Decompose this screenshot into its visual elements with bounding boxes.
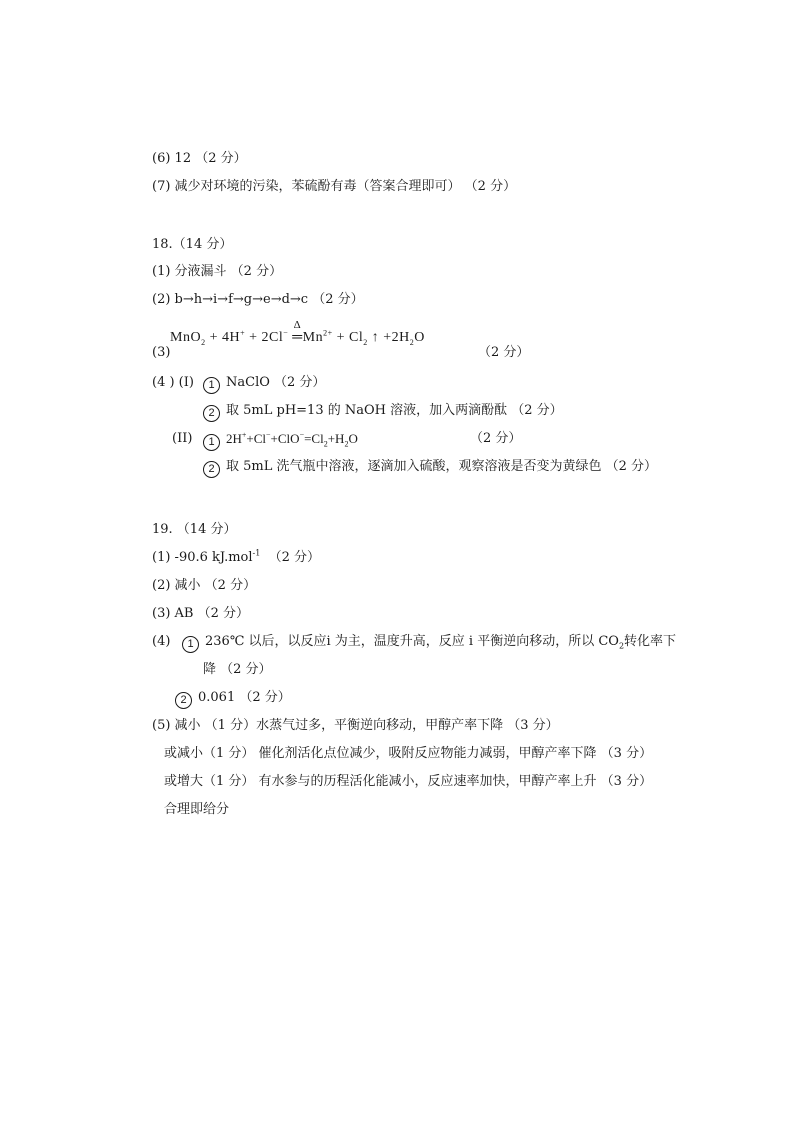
circled-one-icon: 1 <box>203 377 220 394</box>
circled-one-icon: 1 <box>203 434 220 451</box>
question-19-header: 19. （14 分） <box>152 522 237 537</box>
circled-two-icon: 2 <box>203 405 220 422</box>
answer-19-5-c: 或增大（1 分） 有水参与的历程活化能减小，反应速率加快，甲醇产率上升 （3 分） <box>164 774 653 789</box>
answer-17-7: (7) 减少对环境的污染，苯硫酚有毒（答案合理即可） （2 分） <box>152 179 517 194</box>
circled-two-icon: 2 <box>175 692 192 709</box>
answer-18-4-I-label: (4 ) (I) <box>152 375 194 390</box>
answer-18-4-I-2: 2 取 5mL pH=13 的 NaOH 溶液，加入两滴酚酞 （2 分） <box>203 402 563 422</box>
answer-18-2: (2) b→h→i→f→g→e→d→c （2 分） <box>152 292 364 307</box>
answer-19-4-label: (4) <box>152 634 171 649</box>
answer-18-1: (1) 分液漏斗 （2 分） <box>152 264 283 279</box>
answer-18-4-II-1: 1 $2H^++Cl^-+ClO^-=Cl_2+H_2O$ <box>203 430 358 451</box>
answer-17-6: (6) 12 （2 分） <box>152 151 247 166</box>
answer-18-3-label: (3) <box>152 345 171 360</box>
answer-19-4-1: 1 236℃ 以后，以反应i 为主，温度升高，反应 i 平衡逆向移动，所以 $CO_2$转化率下 <box>182 633 676 653</box>
equation-18-3: MnO$_2$ + 4H+ + 2Cl− Δ $═Mn^{2+} + Cl_2$ ↑ $+2H_2O$ <box>170 319 425 347</box>
circled-two-icon: 2 <box>203 461 220 478</box>
question-18-header: 18.（14 分） <box>152 237 233 252</box>
answer-18-4-II-2: 2 取 5mL 洗气瓶中溶液，逐滴加入硫酸，观察溶液是否变为黄绿色 （2 分） <box>203 458 657 478</box>
answer-19-4-2: 2 0.061 （2 分） <box>175 689 291 709</box>
answer-18-3-score: （2 分） <box>478 345 530 360</box>
answer-19-4-1-cont: 降 （2 分） <box>203 662 272 677</box>
answer-19-5-b: 或减小（1 分） 催化剂活化点位减少，吸附反应物能力减弱，甲醇产率下降 （3 分） <box>164 746 653 761</box>
answer-19-3: (3) AB （2 分） <box>152 606 250 621</box>
answer-18-4-II-1-score: （2 分） <box>470 431 522 446</box>
answer-19-5-a: (5) 减小 （1 分）水蒸气过多，平衡逆向移动，甲醇产率下降 （3 分） <box>152 718 559 733</box>
answer-19-1: (1) -90.6 kJ.mol$^{-1}$ （2 分） <box>152 548 321 565</box>
answer-18-4-I-1: 1 NaClO （2 分） <box>203 374 325 394</box>
circled-one-icon: 1 <box>182 636 199 653</box>
answer-19-2: (2) 减小 （2 分） <box>152 578 257 593</box>
answer-18-4-II-label: (II) <box>172 431 193 446</box>
answer-19-5-note: 合理即给分 <box>164 802 230 817</box>
